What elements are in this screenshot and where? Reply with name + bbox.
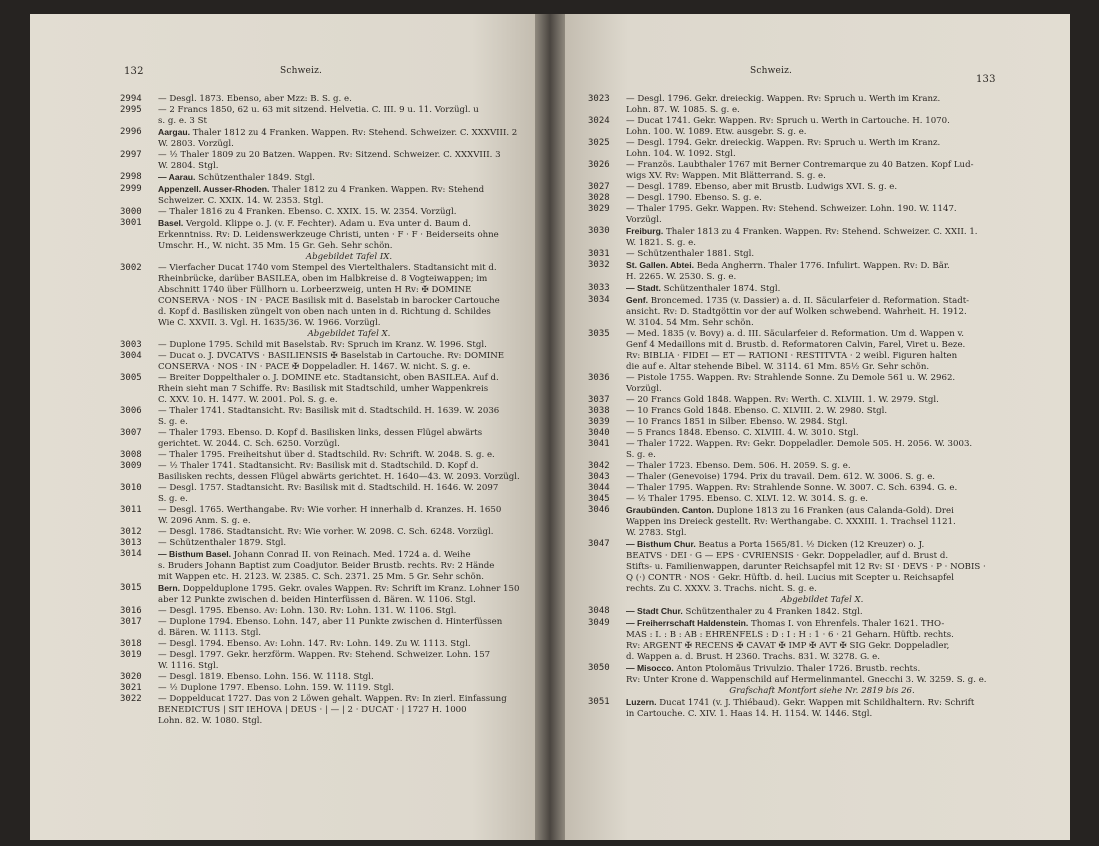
catalog-entry	[120, 483, 540, 505]
catalog-entry	[120, 184, 540, 207]
right-entries	[588, 94, 1018, 720]
catalog-entry	[588, 295, 1018, 329]
entry-heading: Graubünden. Canton.	[626, 505, 714, 515]
entry-heading: Basel.	[158, 218, 184, 228]
catalog-entry	[120, 606, 540, 617]
catalog-entry	[120, 639, 540, 650]
catalog-entry	[120, 672, 540, 683]
entry-heading: — Aarau.	[158, 172, 196, 182]
entry-text: — Vierfacher Ducat 1740 vom Stempel des Viertelthalers. Stadtansicht mit d. Rheinbrücke, darüber BASILEA, oben im Halbkreise d. 8 Vogteiwappen; im Abschnitt 1740 über Füllhorn u. Lorbeerzweig, unten H Rv: ✠ DOMINE CONSERVA · NOS · IN · PACE Basilisk mit d. Baselstab in barocker Cartouche d. Kopf d. Basilisken züngelt von oben nach unten in d. Richtung d. Schildes Wie C. XXVII. 3. Vgl. H. 1635/36. W. 1966. Vorzügl.	[158, 263, 500, 328]
entry-text: Thaler 1812 zu 4 Franken. Wappen. Rv: Stehend Schweizer. C. XXIX. 14. W. 2353. Stgl.	[158, 185, 485, 206]
catalog-entry	[588, 417, 1018, 428]
lot-number: 2996	[120, 127, 142, 137]
entry-text: — Desgl. 1794. Ebenso. Av: Lohn. 147. Rv: Lohn. 149. Zu W. 1113. Stgl.	[158, 639, 471, 649]
catalog-entry	[120, 406, 540, 428]
lot-number: 3016	[120, 606, 142, 616]
catalog-entry	[588, 406, 1018, 417]
entry-text: Doppelduplone 1795. Gekr. ovales Wappen. Rv: Schrift im Kranz. Lohner 150 aber 12 Punkte zwischen d. beiden Hinterfüssen d. Bären. W. 1106. Stgl.	[158, 584, 520, 605]
lot-number: 3045	[588, 494, 610, 504]
catalog-entry	[588, 94, 1018, 116]
catalog-entry	[120, 549, 540, 583]
entry-text: — 10 Francs Gold 1848. Ebenso. C. XLVIII. 2. W. 2980. Stgl.	[626, 406, 888, 416]
catalog-entry	[588, 204, 1018, 226]
right-page	[550, 14, 1070, 840]
entry-text: Thaler 1813 zu 4 Franken. Wappen. Rv: Stehend. Schweizer. C. XXII. 1. W. 1821. S. g. e.	[626, 227, 978, 248]
lot-number: 3005	[120, 373, 142, 383]
lot-number: 3011	[120, 505, 142, 515]
entry-text: — Schützenthaler 1879. Stgl.	[158, 538, 287, 548]
lot-number: 3009	[120, 461, 142, 471]
lot-number: 3040	[588, 428, 610, 438]
entry-text: — Desgl. 1795. Ebenso. Av: Lohn. 130. Rv: Lohn. 131. W. 1106. Stgl.	[158, 606, 457, 616]
entry-text: — Desgl. 1873. Ebenso, aber Mzz: B. S. g. e.	[158, 94, 352, 104]
entry-heading: — Stadt Chur.	[626, 606, 683, 616]
entry-text: Thaler 1812 zu 4 Franken. Wappen. Rv: Stehend. Schweizer. C. XXXVIII. 2 W. 2803. Vorzügl.	[158, 128, 518, 149]
entry-text: — 20 Francs Gold 1848. Wappen. Rv: Werth. C. XLVIII. 1. W. 2979. Stgl.	[626, 395, 939, 405]
lot-number: 3018	[120, 639, 142, 649]
catalog-entry	[120, 263, 540, 329]
lot-number: 3032	[588, 260, 610, 270]
catalog-entry	[120, 340, 540, 351]
lot-number: 3012	[120, 527, 142, 537]
entry-heading: Genf.	[626, 295, 648, 305]
entry-text: — Desgl. 1790. Ebenso. S. g. e.	[626, 193, 762, 203]
book-gutter	[535, 14, 565, 840]
entry-heading: — Freiherrschaft Haldenstein.	[626, 618, 749, 628]
lot-number: 2999	[120, 184, 142, 194]
entry-text: — Duplone 1794. Ebenso. Lohn. 147, aber 11 Punkte zwischen d. Hinterfüssen d. Bären. W. 1113. Stgl.	[158, 617, 503, 638]
catalog-entry	[588, 539, 1018, 595]
entry-text: — Schützenthaler 1881. Stgl.	[626, 249, 755, 259]
lot-number: 3006	[120, 406, 142, 416]
entry-heading: — Stadt.	[626, 283, 661, 293]
catalog-entry	[120, 373, 540, 406]
lot-number: 3042	[588, 461, 610, 471]
catalog-entry	[588, 494, 1018, 505]
entry-text: — Thaler 1816 zu 4 Franken. Ebenso. C. XXIX. 15. W. 2354. Vorzügl.	[158, 207, 457, 217]
entry-heading: — Misocco.	[626, 663, 674, 673]
lot-number: 3036	[588, 373, 610, 383]
lot-number: 3041	[588, 439, 610, 449]
entry-text: Beda Angherrn. Thaler 1776. Infulirt. Wappen. Rv: D. Bär. H. 2265. W. 2530. S. g. e.	[626, 261, 950, 282]
catalog-entry	[120, 683, 540, 694]
entry-text: — Desgl. 1796. Gekr. dreieckig. Wappen. Rv: Spruch u. Werth im Kranz. Lohn. 87. W. 1085. S. g. e.	[626, 94, 941, 115]
catalog-entry	[588, 472, 1018, 483]
entry-text: — ½ Thaler 1809 zu 20 Batzen. Wappen. Rv: Sitzend. Schweizer. C. XXXVIII. 3 W. 2804. Stgl.	[158, 150, 501, 171]
lot-number: 2998	[120, 172, 142, 182]
entry-text: — Thaler 1723. Ebenso. Dem. 506. H. 2059. S. g. e.	[626, 461, 851, 471]
lot-number: 3030	[588, 226, 610, 236]
catalog-entry	[120, 207, 540, 218]
lot-number: 2997	[120, 150, 142, 160]
entry-heading: Aargau.	[158, 127, 190, 137]
entry-text: Duplone 1813 zu 16 Franken (aus Calanda-Gold). Drei Wappen ins Dreieck gestellt. Rv: Werthangabe. C. XXXIII. 1. Trachsel 1121. W. 2783. Stgl.	[626, 506, 956, 538]
lot-number: 2994	[120, 94, 142, 104]
entry-text: — Thaler 1793. Ebenso. D. Kopf d. Basilisken links, dessen Flügel abwärts gerichtet. W. 2044. C. Sch. 6250. Vorzügl.	[158, 428, 483, 449]
entry-heading: Bern.	[158, 583, 180, 593]
catalog-entry	[120, 538, 540, 549]
catalog-entry	[120, 172, 540, 184]
entry-text: — Desgl. 1757. Stadtansicht. Rv: Basilisk mit d. Stadtschild. H. 1646. W. 2097 S. g. e.	[158, 483, 499, 504]
entry-text: — Desgl. 1797. Gekr. herzförm. Wappen. Rv: Stehend. Schweizer. Lohn. 157 W. 1116. Stgl.	[158, 650, 491, 671]
catalog-entry	[588, 160, 1018, 182]
entry-text: — Ducat o. J. DVCATVS · BASILIENSIS ✠ Baselstab in Cartouche. Rv: DOMINE CONSERVA · NOS · IN · PACE ✠ Doppeladler. H. 1467. W. nicht. S. g. e.	[158, 351, 505, 372]
lot-number: 3002	[120, 263, 142, 273]
entry-text: Schützenthaler zu 4 Franken 1842. Stgl.	[682, 607, 863, 617]
entry-heading: — Bisthum Chur.	[626, 539, 696, 549]
lot-number: 3021	[120, 683, 142, 693]
catalog-entry	[588, 373, 1018, 395]
lot-number: 3034	[588, 295, 610, 305]
lot-number: 3050	[588, 663, 610, 673]
book-spread	[30, 14, 1070, 840]
catalog-entry	[120, 505, 540, 527]
lot-number: 3033	[588, 283, 610, 293]
catalog-entry	[120, 617, 540, 639]
catalog-entry	[120, 694, 540, 727]
entry-heading: Luzern.	[626, 697, 657, 707]
entry-text: — 5 Francs 1848. Ebenso. C. XLVIII. 4. W. 3010. Stgl.	[626, 428, 859, 438]
entry-heading: Freiburg.	[626, 226, 664, 236]
lot-number: 3003	[120, 340, 142, 350]
lot-number: 3013	[120, 538, 142, 548]
entry-text: Broncemed. 1735 (v. Dassier) a. d. II. Säcularfeier d. Reformation. Stadt- ansicht. Rv: D. Stadtgöttin vor der auf Wolken schwebend. Wahrheit. H. 1912. W. 3104. 54 Mm. Sehr schön.	[626, 296, 970, 328]
entry-heading: St. Gallen. Abtei.	[626, 260, 694, 270]
lot-number: 3022	[120, 694, 142, 704]
lot-number: 3039	[588, 417, 610, 427]
catalog-entry	[588, 395, 1018, 406]
lot-number: 3008	[120, 450, 142, 460]
entry-text: — 10 Francs 1851 in Silber. Ebenso. W. 2984. Stgl.	[626, 417, 848, 427]
entry-text: — ½ Duplone 1797. Ebenso. Lohn. 159. W. 1119. Stgl.	[158, 683, 394, 693]
right-page-number: 133	[976, 74, 996, 85]
lot-number: 3047	[588, 539, 610, 549]
catalog-entry	[120, 150, 540, 172]
left-entries	[120, 94, 540, 727]
right-running-head: Schweiz.	[750, 66, 793, 76]
catalog-entry	[120, 583, 540, 606]
catalog-entry	[588, 697, 1018, 720]
catalog-entry	[588, 138, 1018, 160]
catalog-entry	[120, 650, 540, 672]
catalog-entry	[120, 461, 540, 483]
lot-number: 3024	[588, 116, 610, 126]
entry-text: — ½ Thaler 1795. Ebenso. C. XLVI. 12. W. 3014. S. g. e.	[626, 494, 869, 504]
catalog-entry	[588, 618, 1018, 663]
lot-number: 3004	[120, 351, 142, 361]
entry-text: — Thaler 1722. Wappen. Rv: Gekr. Doppeladler. Demole 505. H. 2056. W. 3003. S. g. e.	[626, 439, 973, 460]
plate-caption: Abgebildet Tafel IX.	[305, 252, 393, 262]
lot-number: 3031	[588, 249, 610, 259]
plate-caption: Abgebildet Tafel X.	[780, 595, 864, 605]
entry-text: — Thaler 1741. Stadtansicht. Rv: Basilisk mit d. Stadtschild. H. 1639. W. 2036 S. g. e.	[158, 406, 500, 427]
entry-text: Ducat 1741 (v. J. Thiébaud). Gekr. Wappen mit Schildhaltern. Rv: Schrift in Cartouche. C. XIV. 1. Haas 14. H. 1154. W. 1446. Stgl.	[626, 698, 975, 719]
entry-text: — Desgl. 1765. Werthangabe. Rv: Wie vorher. H innerhalb d. Kranzes. H. 1650 W. 2096 Anm. S. g. e.	[158, 505, 502, 526]
lot-number: 3025	[588, 138, 610, 148]
entry-text: Vergold. Klippe o. J. (v. F. Fechter). Adam u. Eva unter d. Baum d. Erkenntniss. Rv: D. Leidenswerkzeuge Christi, unten · F · F · Beiderseits ohne Umschr. H., W. nicht. 35 Mm. 15 Gr. Geh. Sehr schön.	[158, 219, 499, 251]
entry-text: — Thaler 1795. Gekr. Wappen. Rv: Stehend. Schweizer. Lohn. 190. W. 1147. Vorzügl.	[626, 204, 957, 225]
lot-number: 3023	[588, 94, 610, 104]
catalog-entry	[588, 439, 1018, 461]
lot-number: 3020	[120, 672, 142, 682]
entry-text: — Desgl. 1786. Stadtansicht. Rv: Wie vorher. W. 2098. C. Sch. 6248. Vorzügl.	[158, 527, 494, 537]
catalog-entry	[120, 127, 540, 150]
lot-number: 3017	[120, 617, 142, 627]
catalog-entry	[588, 226, 1018, 249]
lot-number: 3019	[120, 650, 142, 660]
entry-text: — Französ. Laubthaler 1767 mit Berner Contremarque zu 40 Batzen. Kopf Lud- wigs XV. Rv: Wappen. Mit Blätterrand. S. g. e.	[626, 160, 974, 181]
entry-text: — Doppelducat 1727. Das von 2 Löwen gehalt. Wappen. Rv: In zierl. Einfassung BENEDICTUS | SIT IEHOVA | DEUS · | — | 2 · DUCAT · | 1727 H. 1000 Lohn. 82. W. 1080. Stgl.	[158, 694, 507, 726]
entry-text: Schützenthaler 1849. Stgl.	[195, 173, 315, 183]
lot-number: 3043	[588, 472, 610, 482]
entry-text: Thomas I. von Ehrenfels. Thaler 1621. THO- MAS : I. : B : AB : EHRENFELS : D : I : H : 1 · 6 · 21 Geharn. Hüftb. rechts. Rv: ARGENT ✠ RECENS ✠ CAVAT ✠ IMP ✠ AVT ✠ SIG Gekr. Doppeladler, d. Wappen a. d. Brust. H 2360. Trachs. 831. W. 3278. G. e.	[626, 619, 954, 662]
lot-number: 3014	[120, 549, 142, 559]
entry-text: Schützenthaler 1874. Stgl.	[660, 284, 781, 294]
catalog-entry	[120, 450, 540, 461]
entry-text: Beatus a Porta 1565/81. ½ Dicken (12 Kreuzer) o. J. BEATVS · DEI · G — EPS · CVRIENSIS · Gekr. Doppeladler, auf d. Brust d. Stifts- u. Familienwappen, darunter Reichsapfel mit 12 Rv: SI · DEVS · P · NOBIS · Q (·) CONTR · NOS · Gekr. Hüftb. d. heil. Lucius mit Scepter u. Reichsapfel rechts. Zu C. XXXV. 3. Trachs. nicht. S. g. e.	[626, 540, 986, 594]
catalog-entry	[120, 218, 540, 252]
catalog-entry	[588, 116, 1018, 138]
catalog-entry	[588, 461, 1018, 472]
lot-number: 3007	[120, 428, 142, 438]
catalog-entry	[588, 606, 1018, 618]
catalog-entry	[588, 483, 1018, 494]
catalog-entry	[120, 105, 540, 127]
entry-text: — Thaler 1795. Freiheitshut über d. Stadtschild. Rv: Schrift. W. 2048. S. g. e.	[158, 450, 495, 460]
entry-heading: Appenzell. Ausser-Rhoden.	[158, 184, 270, 194]
catalog-entry	[588, 505, 1018, 539]
entry-text: — Thaler (Genevoise) 1794. Prix du travail. Dem. 612. W. 3006. S. g. e.	[626, 472, 936, 482]
lot-number: 3037	[588, 395, 610, 405]
catalog-entry	[588, 182, 1018, 193]
left-running-head: Schweiz.	[280, 66, 323, 76]
entry-text: — Breiter Doppelthaler o. J. DOMINE etc. Stadtansicht, oben BASILEA. Auf d. Rhein sieht man 7 Schiffe. Rv: Basilisk mit Stadtschild, umher Wappenkreis C. XXV. 10. H. 1477. W. 2001. Pol. S. g. e.	[158, 373, 499, 405]
entry-text: Anton Ptolomäus Trivulzio. Thaler 1726. Brustb. rechts. Rv: Unter Krone d. Wappenschild auf Hermelinmantel. Gnecchi 3. W. 3259. S. g. e.	[626, 664, 987, 685]
catalog-entry	[120, 94, 540, 105]
lot-number: 3028	[588, 193, 610, 203]
lot-number: 3048	[588, 606, 610, 616]
lot-number: 3035	[588, 329, 610, 339]
catalog-entry	[588, 283, 1018, 295]
entry-text: — ½ Thaler 1741. Stadtansicht. Rv: Basilisk mit d. Stadtschild. D. Kopf d. Basilisken rechts, dessen Flügel abwärts gerichtet. H. 1640—43. W. 2093. Vorzügl.	[158, 461, 520, 482]
catalog-entry	[588, 428, 1018, 439]
catalog-entry	[588, 663, 1018, 686]
entry-text: — Desgl. 1819. Ebenso. Lohn. 156. W. 1118. Stgl.	[158, 672, 374, 682]
catalog-entry	[588, 260, 1018, 283]
lot-number: 3046	[588, 505, 610, 515]
entry-text: — Pistole 1755. Wappen. Rv: Strahlende Sonne. Zu Demole 561 u. W. 2962. Vorzügl.	[626, 373, 956, 394]
catalog-entry	[120, 351, 540, 373]
lot-number: 3026	[588, 160, 610, 170]
left-page	[30, 14, 550, 840]
lot-number: 3029	[588, 204, 610, 214]
lot-number: 3049	[588, 618, 610, 628]
catalog-entry	[588, 329, 1018, 373]
entry-text: — Duplone 1795. Schild mit Baselstab. Rv: Spruch im Kranz. W. 1996. Stgl.	[158, 340, 487, 350]
lot-number: 3001	[120, 218, 142, 228]
lot-number: 3015	[120, 583, 142, 593]
lot-number: 3038	[588, 406, 610, 416]
lot-number: 3044	[588, 483, 610, 493]
catalog-entry	[120, 527, 540, 538]
catalog-entry	[588, 249, 1018, 260]
lot-number: 3027	[588, 182, 610, 192]
entry-text: — Ducat 1741. Gekr. Wappen. Rv: Spruch u. Werth in Cartouche. H. 1070. Lohn. 100. W. 1089. Etw. ausgebr. S. g. e.	[626, 116, 950, 137]
entry-heading: — Bisthum Basel.	[158, 549, 232, 559]
entry-text: — 2 Francs 1850, 62 u. 63 mit sitzend. Helvetia. C. III. 9 u. 11. Vorzügl. u s. g. e. 3 St	[158, 105, 479, 126]
lot-number: 2995	[120, 105, 142, 115]
lot-number: 3051	[588, 697, 610, 707]
catalog-entry	[588, 193, 1018, 204]
left-page-number: 132	[124, 66, 144, 77]
lot-number: 3000	[120, 207, 142, 217]
entry-text: Johann Conrad II. von Reinach. Med. 1724 a. d. Weihe s. Bruders Johann Baptist zum Coadjutor. Beider Brustb. rechts. Rv: 2 Hände mit Wappen etc. H. 2123. W. 2385. C. Sch. 2371. 25 Mm. 5 Gr. Sehr schön.	[158, 550, 495, 582]
entry-text: — Desgl. 1794. Gekr. dreieckig. Wappen. Rv: Spruch u. Werth im Kranz. Lohn. 104. W. 1092. Stgl.	[626, 138, 941, 159]
plate-caption: Abgebildet Tafel X.	[307, 329, 391, 339]
entry-text: — Thaler 1795. Wappen. Rv: Strahlende Sonne. W. 3007. C. Sch. 6394. G. e.	[626, 483, 958, 493]
entry-text: — Desgl. 1789. Ebenso, aber mit Brustb. Ludwigs XVI. S. g. e.	[626, 182, 898, 192]
entry-text: — Med. 1835 (v. Bovy) a. d. III. Säcularfeier d. Reformation. Um d. Wappen v. Genf 4 Medaillons mit d. Brustb. d. Reformatoren Calvin, Farel, Viret u. Beze. Rv: BIBLIA · FIDEI — ET — RATIONI · RESTITVTA · 2 weibl. Figuren halten die auf e. Altar stehende Bibel. W. 3114. 61 Mm. 85½ Gr. Sehr schön.	[626, 329, 966, 372]
catalog-entry	[120, 428, 540, 450]
lot-number: 3010	[120, 483, 142, 493]
plate-caption: Grafschaft Montfort siehe Nr. 2819 bis 26.	[729, 686, 915, 696]
